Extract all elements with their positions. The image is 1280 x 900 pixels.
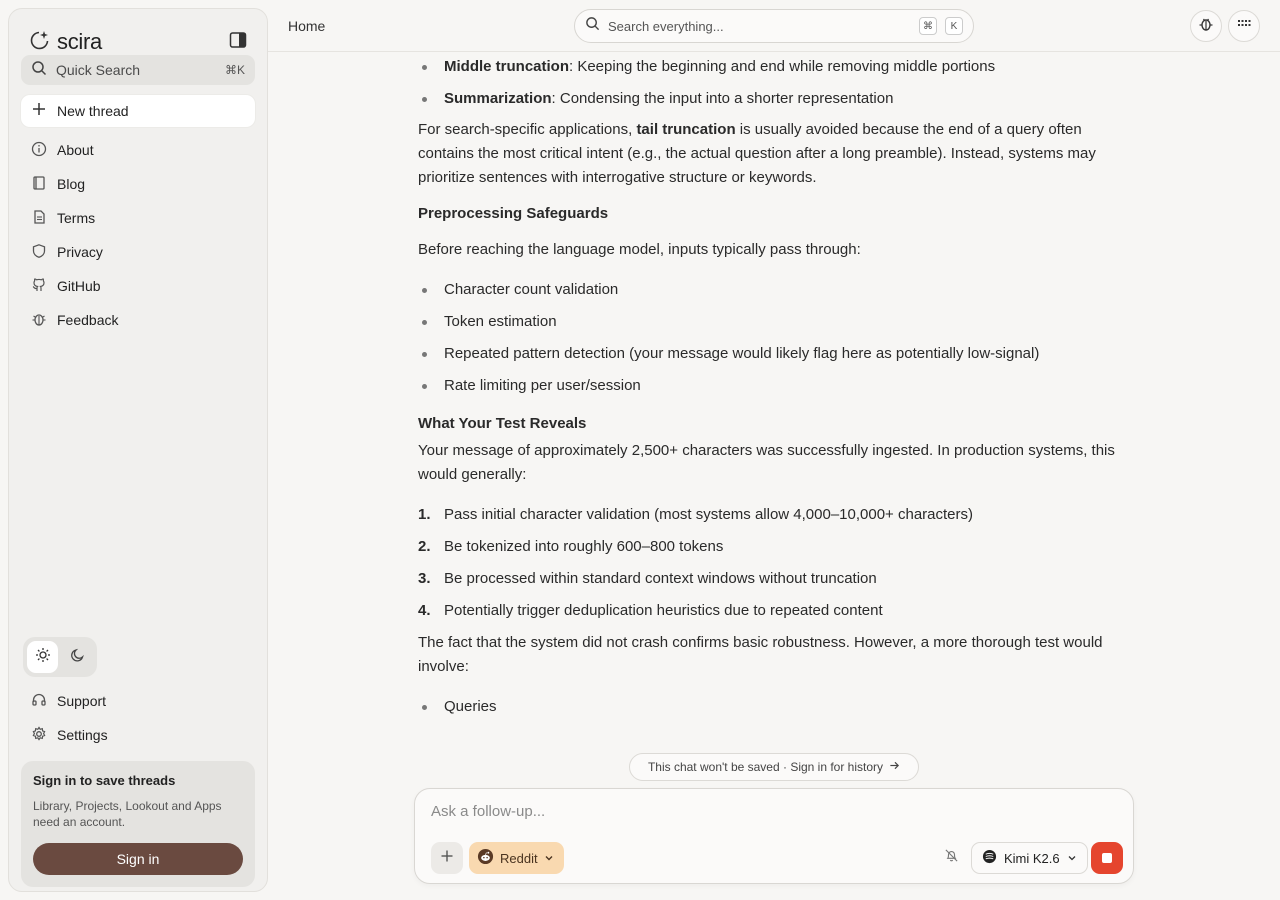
list-item-text: : Condensing the input into a shorter representation — [551, 90, 894, 107]
sidebar-item-label: Support — [57, 693, 107, 709]
ordered-list — [418, 499, 1140, 627]
signin-card-description: Library, Projects, Lookout and Apps need an account. — [33, 799, 222, 829]
sidebar-item-label: Feedback — [57, 312, 119, 328]
section-heading: Preprocessing Safeguards — [418, 205, 609, 222]
model-logo-icon — [982, 849, 997, 867]
sidebar-nav — [21, 133, 255, 337]
composer — [414, 788, 1134, 884]
sidebar-item-label: Privacy — [57, 244, 103, 260]
paragraph-text: is usually avoided because the end of a query often contains the most critical intent (e.g., the actual question after a long preamble). Instead, systems may prioritize sentences with interrogative structure or keywords. — [418, 121, 1096, 186]
brand[interactable] — [29, 25, 102, 59]
chevron-down-icon — [544, 851, 554, 866]
list-item: Character count validation — [418, 274, 1140, 306]
list-number: 3. — [418, 570, 431, 587]
sidebar-item-about[interactable] — [21, 133, 255, 167]
sparkle-logo-icon — [29, 29, 51, 56]
list-item-text: Potentially trigger deduplication heuristics due to repeated content — [444, 602, 883, 619]
list-item — [418, 531, 1140, 563]
dark-theme-button[interactable] — [62, 641, 93, 673]
list-item-text: : Keeping the beginning and end while removing middle portions — [569, 58, 996, 75]
history-notice[interactable] — [629, 753, 919, 781]
paragraph-text: For search-specific applications, — [418, 121, 637, 138]
assistant-response — [418, 52, 1140, 723]
bullet-list-end — [418, 691, 1140, 723]
history-notice-text: This chat won't be saved · Sign in for history — [647, 760, 884, 774]
bullet-list-top — [418, 51, 1140, 115]
notification-toggle[interactable] — [939, 846, 963, 870]
bell-off-icon — [944, 848, 959, 868]
list-number: 4. — [418, 602, 431, 619]
sidebar-item-label: GitHub — [57, 278, 101, 294]
shortcut-key-k: K — [945, 17, 963, 35]
list-number: 1. — [418, 506, 431, 523]
paragraph-bold: tail truncation — [636, 121, 736, 138]
sidebar-item-label: Terms — [57, 210, 96, 226]
global-search[interactable] — [574, 9, 974, 43]
sign-in-button[interactable]: Sign in — [33, 843, 243, 875]
list-item — [418, 499, 1140, 531]
book-icon — [31, 175, 47, 194]
signin-card — [21, 761, 255, 887]
shortcut-key-cmd: ⌘ — [919, 17, 937, 35]
search-group-label: Reddit — [500, 850, 538, 866]
moon-icon — [70, 647, 86, 668]
sidebar-item-support[interactable] — [21, 684, 255, 718]
sidebar — [8, 8, 268, 892]
sidebar-item-label: Blog — [57, 176, 86, 192]
light-theme-button[interactable] — [27, 641, 58, 673]
list-number: 2. — [418, 538, 431, 555]
info-icon — [31, 141, 47, 160]
file-icon — [31, 209, 47, 228]
quick-search-shortcut: ⌘K — [224, 63, 245, 77]
list-item-text: Pass initial character validation (most systems allow 4,000–10,000+ characters) — [444, 506, 973, 523]
grid-icon — [1237, 17, 1251, 36]
list-item — [418, 595, 1140, 627]
list-item: Rate limiting per user/session — [418, 370, 1140, 402]
apps-button[interactable] — [1228, 10, 1260, 42]
sidebar-item-privacy[interactable] — [21, 235, 255, 269]
sidebar-item-label: Settings — [57, 727, 108, 743]
new-thread-label: New thread — [57, 103, 129, 119]
list-item — [418, 51, 1140, 83]
list-item-text: Be processed within standard context windows without truncation — [444, 570, 877, 587]
follow-up-input[interactable] — [431, 803, 1111, 829]
quick-search-label: Quick Search — [56, 62, 141, 78]
brand-name: scira — [57, 29, 102, 54]
paragraph: Your message of approximately 2,500+ characters was successfully ingested. In production systems, this would generally: — [418, 442, 1115, 483]
sidebar-item-github[interactable] — [21, 269, 255, 303]
search-icon — [585, 16, 600, 36]
sidebar-item-terms[interactable] — [21, 201, 255, 235]
search-group-selector[interactable] — [469, 842, 564, 874]
bullet-list-mid — [418, 274, 1140, 402]
list-item-bold: Middle truncation — [444, 58, 569, 75]
sidebar-toggle-icon[interactable] — [229, 31, 247, 49]
breadcrumb[interactable]: Home — [288, 18, 326, 34]
paragraph: Before reaching the language model, inputs typically pass through: — [418, 241, 861, 258]
stop-button[interactable] — [1091, 842, 1123, 874]
chevron-down-icon — [1067, 851, 1077, 866]
gear-icon — [31, 726, 47, 745]
arrow-right-icon — [889, 760, 900, 774]
list-item-bold: Summarization — [444, 90, 552, 107]
section-heading: What Your Test Reveals — [418, 415, 587, 432]
sidebar-item-feedback[interactable] — [21, 303, 255, 337]
signin-card-title: Sign in to save threads — [33, 773, 176, 788]
plus-icon — [440, 849, 454, 868]
attach-button[interactable] — [431, 842, 463, 874]
list-item: Queries — [418, 691, 1140, 723]
shield-icon — [31, 243, 47, 262]
quick-search-button[interactable] — [21, 55, 255, 85]
sidebar-item-label: About — [57, 142, 94, 158]
list-item — [418, 563, 1140, 595]
top-bar — [268, 0, 1280, 52]
sidebar-bottom-nav — [21, 684, 255, 752]
theme-toggle — [23, 637, 97, 677]
list-item — [418, 83, 1140, 115]
bug-icon — [1198, 16, 1214, 37]
stop-icon — [1102, 853, 1112, 863]
search-icon — [31, 60, 47, 81]
headset-icon — [31, 692, 47, 711]
model-label: Kimi K2.6 — [1004, 850, 1060, 866]
global-search-input[interactable] — [608, 19, 911, 34]
sidebar-item-settings[interactable] — [21, 718, 255, 752]
debug-button[interactable] — [1190, 10, 1222, 42]
list-item: Repeated pattern detection (your message would likely flag here as potentially low-signal) — [418, 338, 1140, 370]
plus-icon — [31, 101, 47, 122]
model-selector[interactable] — [971, 842, 1088, 874]
github-icon — [31, 277, 47, 296]
list-item: Token estimation — [418, 306, 1140, 338]
paragraph: The fact that the system did not crash confirms basic robustness. However, a more thorough test would involve: — [418, 634, 1103, 675]
new-thread-button[interactable] — [21, 95, 255, 127]
list-item-text: Be tokenized into roughly 600–800 tokens — [444, 538, 724, 555]
sidebar-item-blog[interactable] — [21, 167, 255, 201]
reddit-icon — [477, 848, 494, 868]
bug-icon — [31, 311, 47, 330]
sun-icon — [35, 647, 51, 668]
paragraph — [418, 118, 1140, 190]
